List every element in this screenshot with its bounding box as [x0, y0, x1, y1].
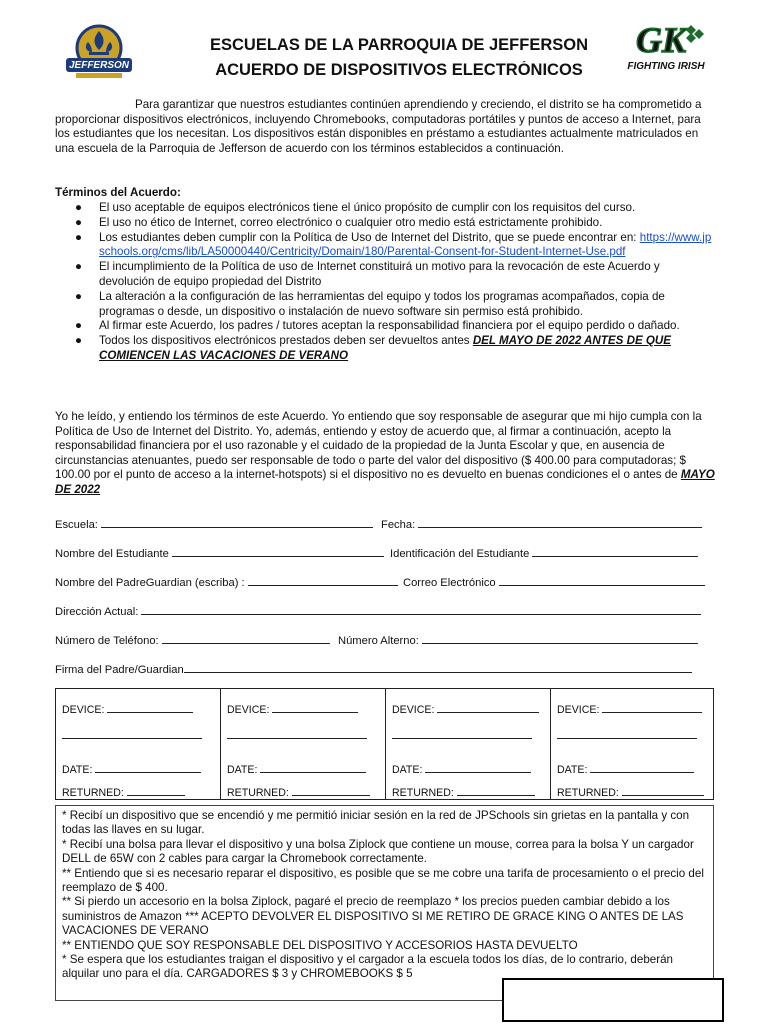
- device-line-2[interactable]: [557, 727, 697, 742]
- svg-text:GK: GK: [636, 20, 687, 60]
- jefferson-logo-text: JEFFERSON: [68, 60, 129, 71]
- guardian-name-field[interactable]: Nombre del PadreGuardian (escriba) :: [55, 574, 398, 589]
- alternate-phone-input-line[interactable]: [422, 632, 698, 644]
- terms-notes-box: [55, 805, 714, 1001]
- note-item: ** Si pierdo un accesorio en la bolsa Ziplock, pagaré el precio de reemplazo * los precios pueden cambiar debido a los suministros de Amazon *** ACEPTO DEVOLVER EL DISPOSITIVO SI ME RETIRO DE GRACE KING O ANTES DE LAS VACACIONES DE VERANO: [62, 895, 684, 938]
- email-field[interactable]: Correo Electrónico: [403, 574, 705, 589]
- escuela-input-line[interactable]: [101, 516, 373, 528]
- device-table: [55, 688, 714, 800]
- return-deadline: DEL MAYO DE 2022 ANTES DE QUE COMIENCEN LAS VACACIONES DE VERANO: [99, 334, 672, 362]
- email-input-line[interactable]: [499, 574, 705, 586]
- terms-list: [55, 201, 715, 364]
- fighting-irish-logo-text: FIGHTING IRISH: [627, 61, 705, 72]
- student-id-field[interactable]: Identificación del Estudiante: [390, 545, 698, 560]
- jefferson-logo: [62, 22, 136, 82]
- alternate-phone-field[interactable]: Número Alterno:: [338, 632, 698, 647]
- list-item: ● El uso no ético de Internet, correo electrónico o cualquier otro medio está estrictamente prohibido.: [75, 215, 603, 229]
- device-field[interactable]: DEVICE:: [227, 701, 358, 716]
- table-divider: [550, 689, 551, 799]
- fecha-input-line[interactable]: [418, 516, 702, 528]
- returned-field[interactable]: RETURNED:: [62, 784, 185, 799]
- bullet-icon: ●: [75, 230, 83, 244]
- date-field[interactable]: DATE:: [392, 761, 531, 776]
- guardian-signature-field[interactable]: Firma del Padre/Guardian: [55, 661, 692, 676]
- date-field[interactable]: DATE:: [557, 761, 694, 776]
- list-item: ● Al firmar este Acuerdo, los padres / tutores aceptan la responsabilidad financiera por el equipo perdido o dañado.: [75, 319, 680, 333]
- list-item: ● Los estudiantes deben cumplir con la Política de Uso de Internet del Distrito, que se puede encontrar en: https://www.jpschools.org/cms/lib/LA50000440/Centricity/Domain/180/Parental-Consent-for-Student-Internet-Use.pdf: [75, 230, 712, 259]
- fighting-irish-logo: [622, 16, 710, 78]
- date-field[interactable]: DATE:: [227, 761, 366, 776]
- intro-paragraph: [55, 98, 715, 156]
- list-item: ● La alteración a la configuración de las herramientas del equipo y todos los programas acompañados, copia de programas o desde, un dispositivo o instalación de nuevo software sin permiso está prohibido.: [75, 289, 665, 318]
- guardian-name-input-line[interactable]: [248, 574, 398, 586]
- student-id-input-line[interactable]: [532, 545, 698, 557]
- note-item: ** ENTIENDO QUE SOY RESPONSABLE DEL DISPOSITIVO Y ACCESORIOS HASTA DEVUELTO: [62, 938, 578, 952]
- device-line-2[interactable]: [227, 727, 367, 742]
- returned-field[interactable]: RETURNED:: [557, 784, 704, 799]
- fecha-field[interactable]: Fecha:: [381, 516, 702, 531]
- address-input-line[interactable]: [141, 603, 701, 615]
- table-divider: [220, 689, 221, 799]
- acknowledgement-paragraph: Yo he leído, y entiendo los términos de este Acuerdo. Yo entiendo que soy responsable de asegurar que mi hijo cumpla con la Política de Uso de Internet del Distrito. Yo, además, entiendo y estoy de acuerdo que, al firmar a continuación, acepto la responsabilidad financiera por el uso razonable y el cuidado de la propiedad de la Junta Escolar y que, en ausencia de circunstancias atenuantes, puedo ser responsable de todo o parte del valor del dispositivo ($ 400.00 para computadoras; $ 100.00 por el punto de acceso a la internet-hotspots) si el dispositivo no es devuelto en buenas condiciones el o antes de MAYO DE 2022: [55, 410, 715, 496]
- terms-heading: Términos del Acuerdo:: [55, 186, 181, 199]
- returned-field[interactable]: RETURNED:: [392, 784, 535, 799]
- bullet-icon: ●: [75, 215, 83, 229]
- bullet-icon: ●: [75, 334, 83, 348]
- note-item: * Se espera que los estudiantes traigan el dispositivo y el cargador a la escuela todos los días, de lo contrario, deberán alquilar uno para el día. CARGADORES $ 3 y CHROMEBOOKS $ 5: [62, 953, 673, 981]
- bullet-icon: ●: [75, 319, 83, 333]
- device-field[interactable]: DEVICE:: [392, 701, 539, 716]
- intro-text: Para garantizar que nuestros estudiantes continúen aprendiendo y creciendo, el distrito se ha comprometido a proporcionar dispositivos electrónicos, incluyendo Chromebooks, computadoras portátiles y puntos de acceso a Internet, para los estudiantes que los necesitan. Los dispositivos están disponibles en préstamo a estudiantes actualmente matriculados en una escuela de la Parroquia de Jefferson de acuerdo con los términos establecidos a continuación.: [55, 98, 702, 155]
- note-item: * Recibí un dispositivo que se encendió y me permitió iniciar sesión en la red de JPSchools sin grietas en la pantalla y con todas las llaves en su lugar.: [62, 809, 690, 837]
- device-line-2[interactable]: [392, 727, 532, 742]
- escuela-field[interactable]: Escuela:: [55, 516, 373, 531]
- list-item: ● Todos los dispositivos electrónicos prestados deben ser devueltos antes DEL MAYO DE 2022 ANTES DE QUE COMIENCEN LAS VACACIONES DE VERANO: [75, 334, 672, 362]
- internet-policy-link[interactable]: https://www.jpschools.org/cms/lib/LA50000440/Centricity/Domain/180/Parental-Consent-for-Student-Internet-Use.pdf: [99, 230, 712, 259]
- phone-field[interactable]: Número de Teléfono:: [55, 632, 330, 647]
- phone-input-line[interactable]: [162, 632, 330, 644]
- bullet-icon: ●: [75, 260, 83, 274]
- signature-input-line[interactable]: [184, 661, 692, 673]
- table-divider: [385, 689, 386, 799]
- list-item: ● El uso aceptable de equipos electrónicos tiene el único propósito de cumplir con los requisitos del curso.: [75, 201, 636, 214]
- device-field[interactable]: DEVICE:: [557, 701, 702, 716]
- document-title-line2: ACUERDO DE DISPOSITIVOS ELECTRÓNICOS: [215, 61, 583, 79]
- student-name-input-line[interactable]: [172, 545, 384, 557]
- note-item: * Recibí una bolsa para llevar el dispositivo y una bolsa Ziplock que contiene un mouse, correa para la bolsa Y un cargador DELL de 65W con 2 cables para cargar la Chromebook correctamente.: [62, 837, 694, 866]
- date-field[interactable]: DATE:: [62, 761, 201, 776]
- bullet-icon: ●: [75, 201, 83, 214]
- address-field[interactable]: Dirección Actual:: [55, 603, 701, 618]
- deadline-emphasis: MAYO DE 2022: [55, 468, 715, 496]
- student-name-field[interactable]: Nombre del Estudiante: [55, 545, 384, 560]
- returned-field[interactable]: RETURNED:: [227, 784, 370, 799]
- list-item: ● El incumplimiento de la Política de uso de Internet constituirá un motivo para la revocación de este Acuerdo y devolución de equipo propiedad del Distrito: [75, 260, 660, 288]
- device-line-2[interactable]: [62, 727, 202, 742]
- note-item: ** Entiendo que si es necesario reparar el dispositivo, es posible que se me cobre una tarifa de procesamiento o el precio del reemplazo de $ 400.: [62, 866, 704, 895]
- device-field[interactable]: DEVICE:: [62, 701, 193, 716]
- document-title-line1: ESCUELAS DE LA PARROQUIA DE JEFFERSON: [210, 36, 588, 54]
- bullet-icon: ●: [75, 289, 83, 303]
- blank-box[interactable]: [502, 978, 724, 1022]
